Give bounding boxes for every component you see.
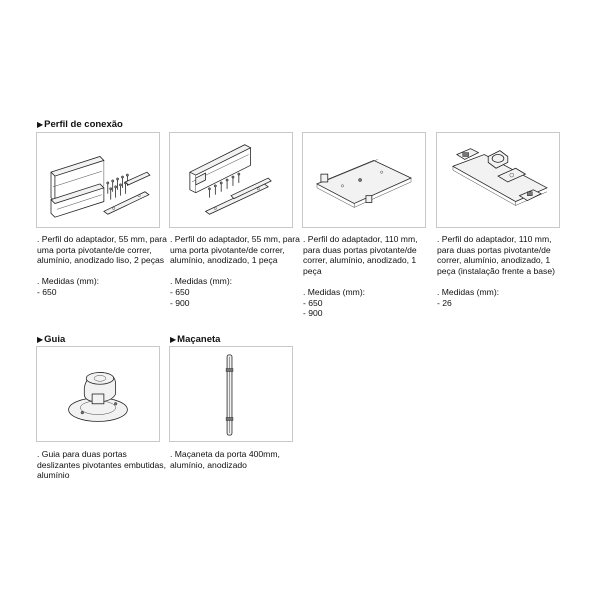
- product-image-4: [436, 132, 560, 228]
- product-description: . Perfil do adaptador, 55 mm, para uma porta pivotante/de correr, alumínio, anodizado liso, 2 peças: [37, 234, 167, 266]
- adapter-profile-110mm-front-base-icon: [437, 133, 559, 227]
- product-description: . Perfil do adaptador, 110 mm, para duas portas pivotante/de correr, alumínio, anodizado, 1 peça (instalação frente a base): [437, 234, 555, 276]
- sliding-door-guide-icon: [37, 347, 159, 441]
- product-image-3: [302, 132, 426, 228]
- measures-label: . Medidas (mm):: [437, 286, 500, 297]
- measure-value: - 650: [170, 286, 190, 297]
- product-description: . Perfil do adaptador, 55 mm, para uma porta pivotante/de correr, alumínio, anodizado, 1 peça: [170, 234, 300, 266]
- product-desc-6: [170, 449, 302, 470]
- door-handle-400mm-icon: [170, 347, 292, 441]
- product-desc-1: [37, 234, 169, 298]
- product-image-2: [169, 132, 293, 228]
- section-title-macaneta-text: Maçaneta: [177, 334, 221, 345]
- measures-label: . Medidas (mm):: [170, 276, 233, 287]
- section-title-perfil: [37, 119, 123, 131]
- measure-value: - 650: [303, 297, 323, 308]
- adapter-profile-110mm-1-piece-icon: [303, 133, 425, 227]
- product-description: . Guia para duas portas deslizantes pivotantes embutidas, alumínio: [37, 449, 166, 481]
- section-title-macaneta: [170, 334, 220, 346]
- product-desc-4: [437, 234, 569, 308]
- measure-value: - 650: [37, 286, 57, 297]
- section-title-perfil-text: Perfil de conexão: [44, 119, 123, 130]
- measure-value: - 900: [170, 297, 190, 308]
- adapter-profile-55mm-2-pieces-icon: [37, 133, 159, 227]
- triangle-right-icon: ▶: [37, 335, 44, 344]
- product-description: . Maçaneta da porta 400mm, alumínio, anodizado: [170, 449, 280, 470]
- section-title-guia-text: Guia: [44, 334, 66, 345]
- measures-label: . Medidas (mm):: [303, 286, 366, 297]
- measure-value: - 900: [303, 308, 323, 319]
- measures-label: . Medidas (mm):: [37, 276, 100, 287]
- product-image-5: [36, 346, 160, 442]
- product-image-1: [36, 132, 160, 228]
- product-desc-3: [303, 234, 435, 319]
- adapter-profile-55mm-1-piece-icon: [170, 133, 292, 227]
- product-desc-5: [37, 449, 169, 481]
- section-title-guia: [37, 334, 65, 346]
- measure-value: - 26: [437, 297, 452, 308]
- triangle-right-icon: ▶: [37, 120, 44, 129]
- product-desc-2: [170, 234, 302, 308]
- product-description: . Perfil do adaptador, 110 mm, para duas portas pivotante/de correr, alumínio, anodizado, 1 peça: [303, 234, 418, 276]
- product-image-6: [169, 346, 293, 442]
- triangle-right-icon: ▶: [170, 335, 177, 344]
